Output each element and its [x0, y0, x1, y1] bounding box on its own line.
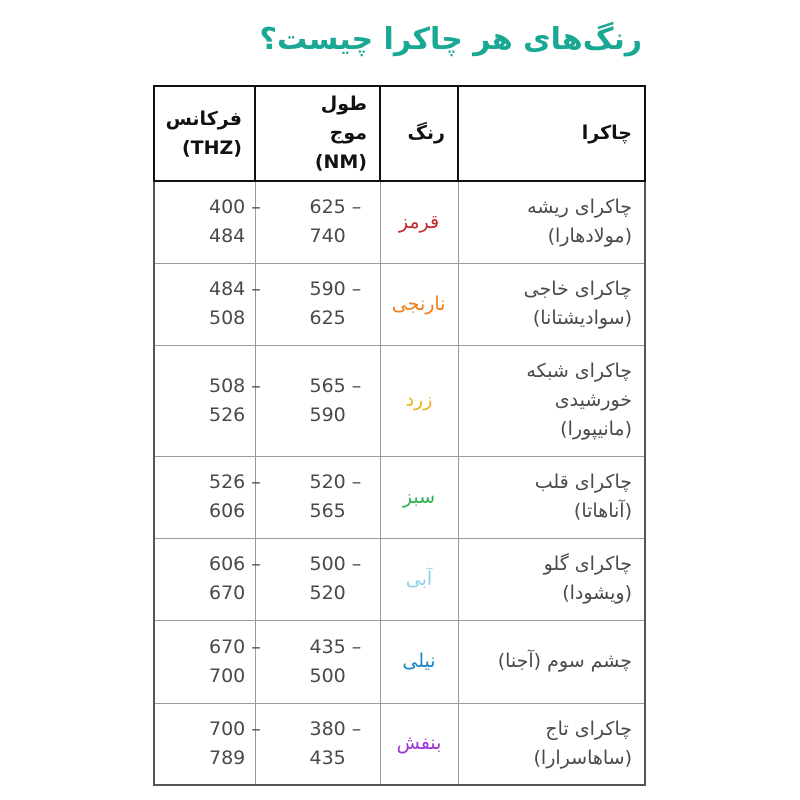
wavelength-value: 520 — [309, 582, 346, 604]
table-row — [154, 181, 645, 263]
frequency-cell — [154, 620, 261, 703]
frequency-cell — [154, 703, 261, 785]
wavelength-cell — [255, 620, 380, 703]
chakra-name-line: چشم سوم (آجنا) — [497, 650, 632, 672]
chakra-name-cell — [458, 263, 645, 345]
table-header — [154, 86, 645, 181]
wavelength-cell — [255, 263, 380, 345]
frequency-value: 606 — [209, 500, 246, 522]
color-cell — [380, 703, 458, 785]
color-label: زرد — [405, 389, 433, 411]
wavelength-value: 625 — [309, 307, 346, 329]
wavelength-value: 435 – — [309, 635, 362, 658]
frequency-value: 484 — [209, 225, 246, 248]
header-color: رنگ — [380, 86, 458, 181]
wavelength-cell — [255, 181, 380, 263]
frequency-value: 400 – — [209, 196, 261, 219]
table-row — [154, 456, 645, 538]
chakra-table — [153, 85, 646, 786]
wavelength-value: 500 – — [309, 553, 362, 575]
table-body — [154, 181, 645, 785]
chakra-name-line: چاکرای ریشه — [527, 196, 632, 219]
color-cell — [380, 345, 458, 456]
color-label: قرمز — [398, 210, 440, 233]
frequency-value: 670 – — [209, 635, 261, 658]
color-cell — [380, 456, 458, 538]
frequency-value: 508 — [209, 307, 246, 329]
wavelength-cell — [255, 538, 380, 620]
chakra-name-line: چاکرای گلو — [543, 553, 632, 575]
frequency-value: 670 — [209, 582, 246, 604]
frequency-value: 526 — [209, 403, 246, 426]
frequency-value: 526 – — [209, 471, 261, 493]
chakra-name-line: (مولادهارا) — [547, 225, 632, 248]
chakra-name-line: (ساهاسرارا) — [533, 746, 632, 769]
table-row — [154, 538, 645, 620]
wavelength-value: 625 – — [309, 196, 362, 219]
wavelength-value: 565 — [309, 500, 346, 522]
wavelength-cell — [255, 345, 380, 456]
chakra-name-line: چاکرای تاج — [545, 717, 632, 740]
frequency-value: 700 — [209, 664, 246, 687]
table-row — [154, 263, 645, 345]
chakra-name-line: (مانیپورا) — [560, 418, 632, 440]
wavelength-cell — [255, 456, 380, 538]
chakra-name-line: (سوادیشتانا) — [532, 307, 632, 329]
chakra-name-cell — [458, 181, 645, 263]
frequency-value: 789 — [209, 746, 246, 769]
chakra-name-line: چاکرای خاجی — [523, 278, 632, 300]
header-chakra: چاکرا — [458, 86, 645, 181]
chakra-name-cell — [458, 345, 645, 456]
chakra-name-line: خورشیدی — [554, 389, 632, 411]
wavelength-value: 590 — [309, 403, 346, 426]
page-title: رنگ‌های هر چاکرا چیست؟ — [259, 22, 642, 57]
chakra-name-cell — [458, 703, 645, 785]
color-cell — [380, 263, 458, 345]
color-label: سبز — [402, 485, 436, 508]
header-row — [154, 86, 645, 181]
color-cell — [380, 620, 458, 703]
frequency-value: 700 – — [209, 717, 261, 740]
frequency-cell — [154, 263, 261, 345]
wavelength-value: 565 – — [309, 374, 362, 397]
wavelength-value: 380 – — [309, 717, 362, 740]
chakra-name-line: چاکرای قلب — [534, 471, 632, 493]
wavelength-value: 590 – — [309, 278, 362, 300]
frequency-cell — [154, 181, 261, 263]
chakra-name-line: (آناهاتا) — [573, 500, 632, 522]
table-row — [154, 620, 645, 703]
color-cell — [380, 538, 458, 620]
chakra-name-line: (ویشودا) — [562, 582, 632, 604]
wavelength-value: 520 – — [309, 471, 362, 493]
frequency-value: 606 – — [209, 553, 261, 575]
chakra-name-line: چاکرای شبکه — [526, 360, 632, 382]
table-row — [154, 703, 645, 785]
table-row — [154, 345, 645, 456]
wavelength-value: 435 — [309, 746, 346, 769]
color-label: بنفش — [396, 732, 442, 755]
header-wavelength: طول موج (NM) — [255, 86, 380, 181]
frequency-cell — [154, 345, 261, 456]
chakra-name-cell — [458, 620, 645, 703]
frequency-cell — [154, 456, 261, 538]
chakra-name-cell — [458, 456, 645, 538]
color-label: نیلی — [402, 650, 436, 672]
wavelength-value: 740 — [309, 225, 346, 248]
wavelength-value: 500 — [309, 664, 346, 687]
header-frequency: فرکانس (THZ) — [154, 86, 255, 181]
frequency-cell — [154, 538, 261, 620]
color-cell — [380, 181, 458, 263]
frequency-value: 484 – — [209, 278, 261, 300]
frequency-value: 508 – — [209, 374, 261, 397]
color-label: آبی — [405, 567, 433, 590]
wavelength-cell — [255, 703, 380, 785]
chakra-name-cell — [458, 538, 645, 620]
color-label: نارنجی — [391, 292, 446, 315]
